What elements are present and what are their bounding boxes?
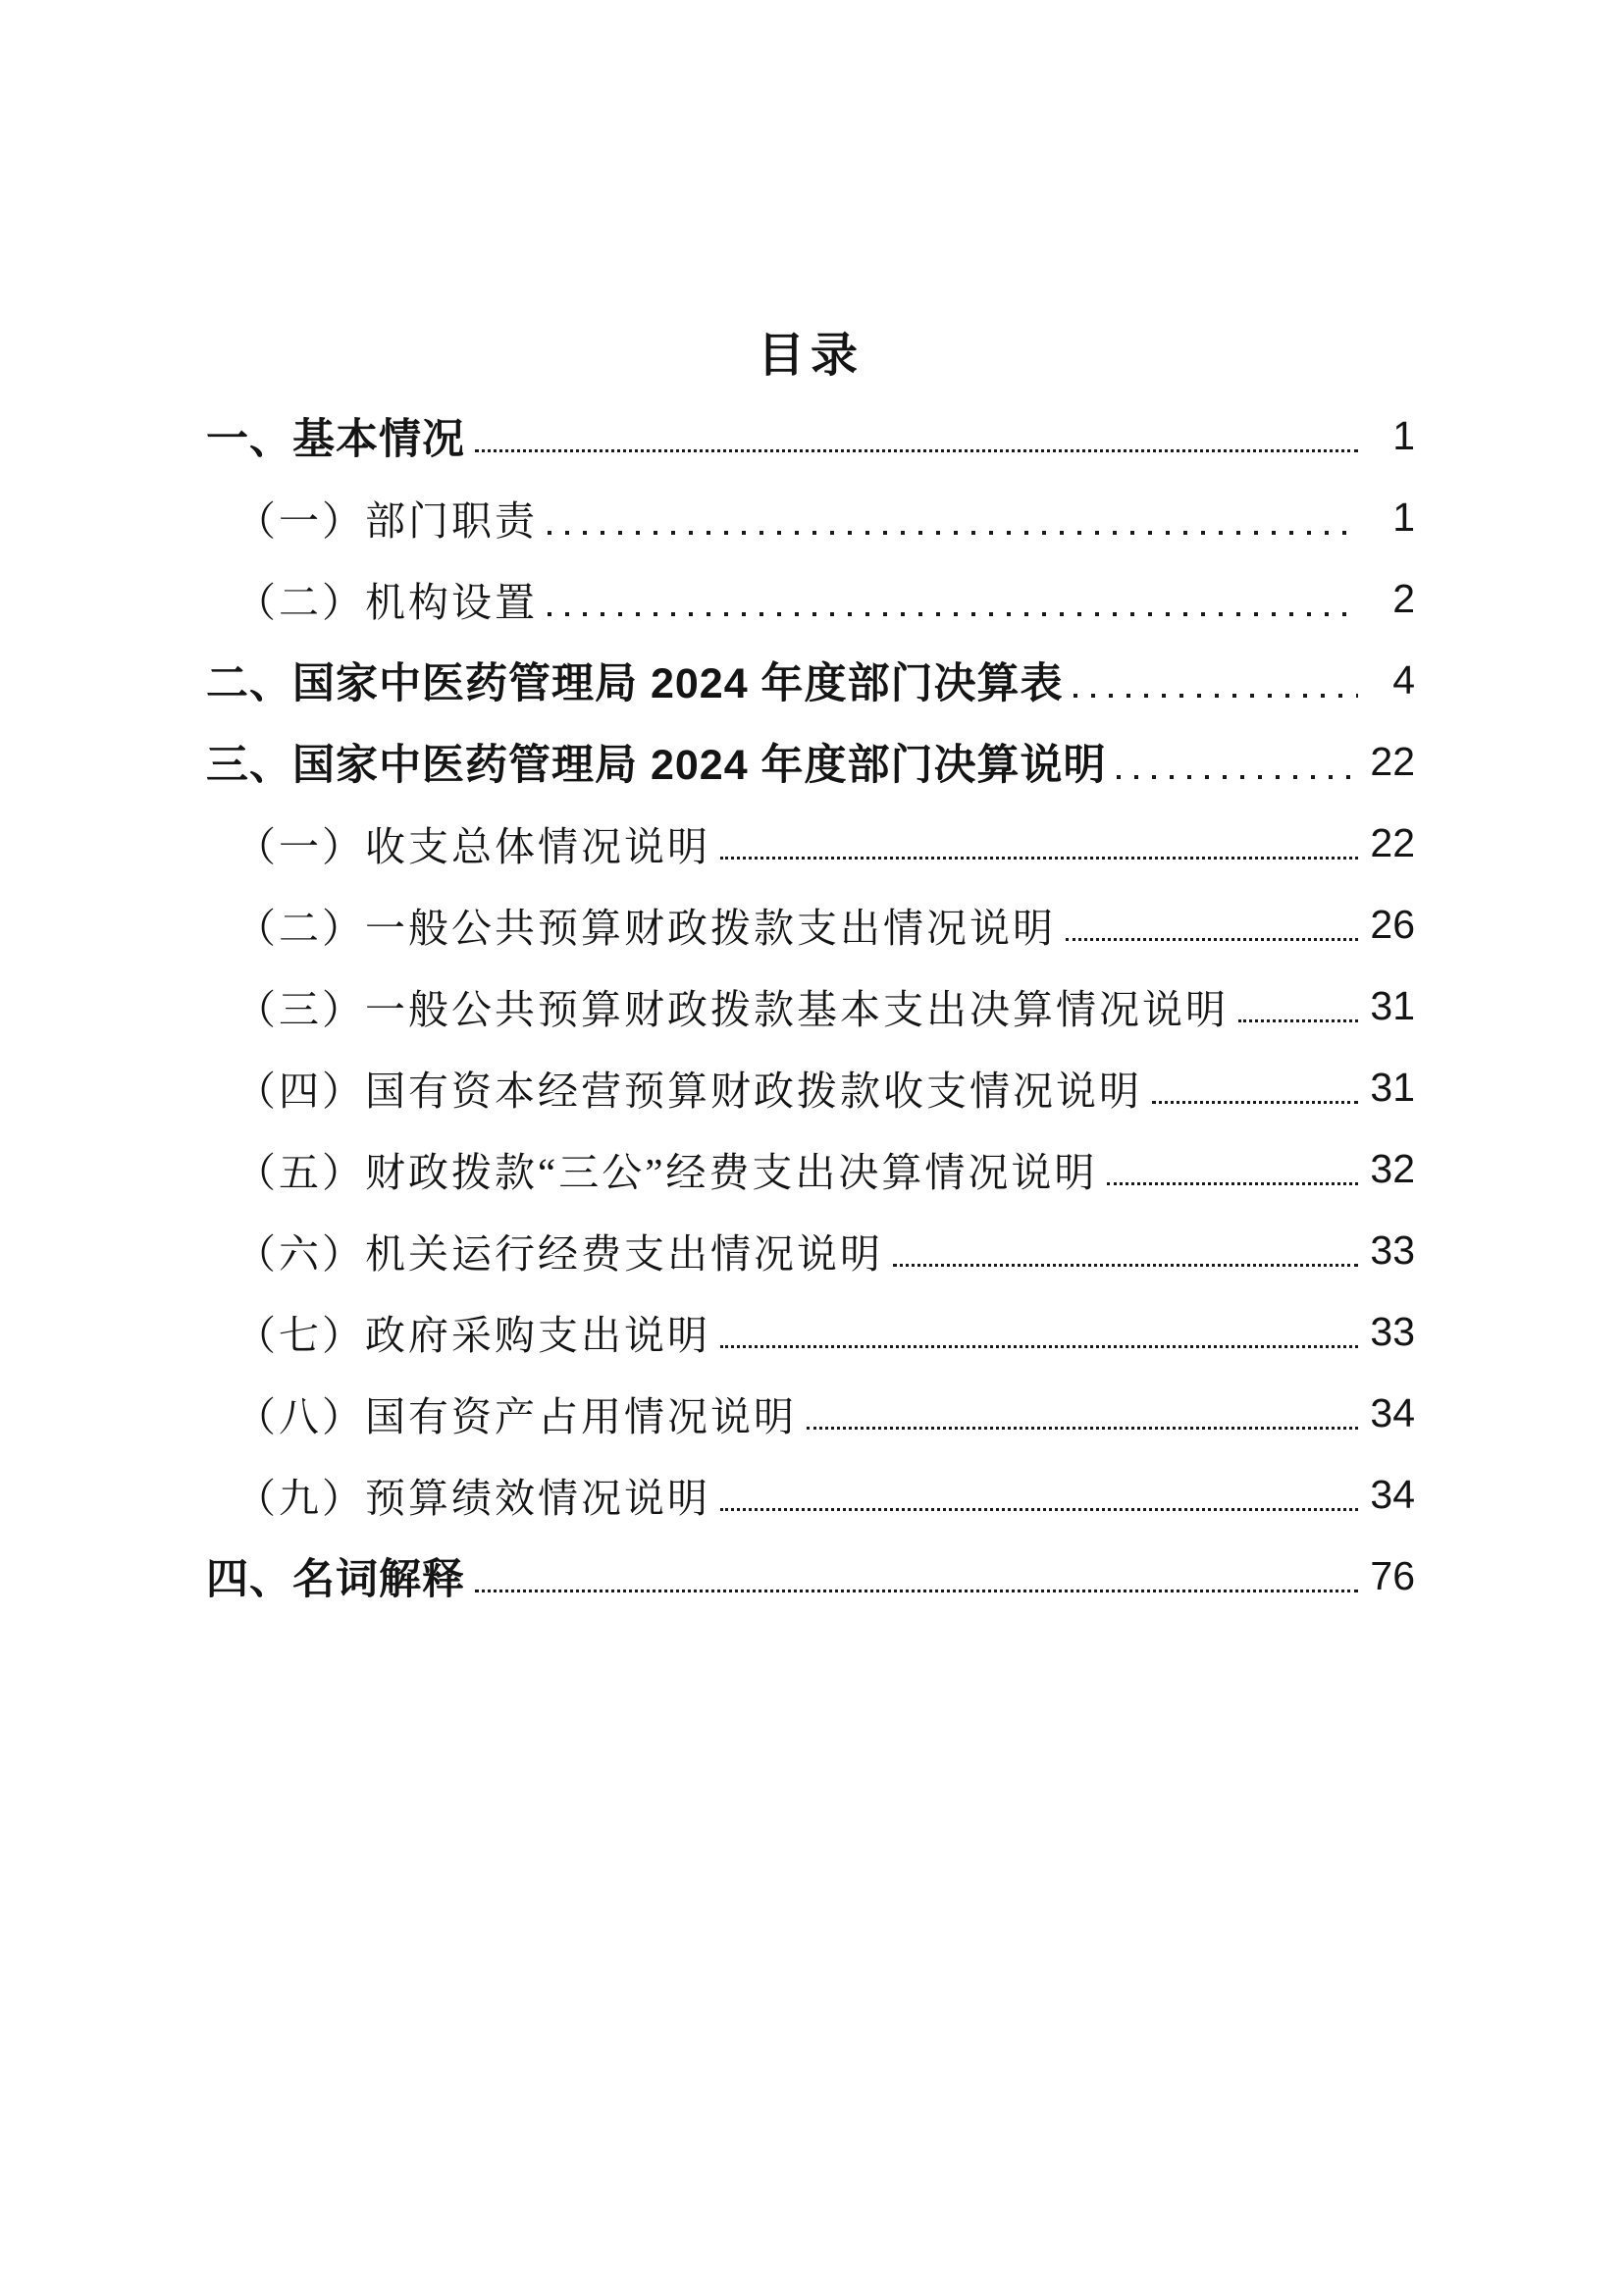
dot-leader [548, 531, 1358, 535]
dot-leader [807, 1427, 1358, 1430]
toc-entry [206, 395, 1415, 477]
toc-entry [206, 1128, 1415, 1210]
toc-entry-page: 2 [1392, 576, 1415, 621]
page-title: 目录 [757, 330, 864, 382]
toc-entry [206, 884, 1415, 965]
toc-entry [206, 1536, 1415, 1617]
toc-entry-page: 34 [1370, 1472, 1415, 1517]
toc-entry-page: 76 [1370, 1553, 1415, 1598]
toc-entry-page: 26 [1370, 902, 1415, 947]
toc-entry-page: 22 [1370, 739, 1415, 784]
toc-entry [206, 640, 1415, 721]
toc-entry-label: （八）国有资产占用情况说明 [236, 1394, 797, 1439]
toc-entry [206, 558, 1415, 640]
toc-entry [206, 1210, 1415, 1291]
dot-leader [1238, 1019, 1358, 1022]
toc-entry [206, 965, 1415, 1047]
toc-entry-label: （一）收支总体情况说明 [236, 824, 710, 869]
toc-entry-page: 31 [1370, 1065, 1415, 1110]
toc-entry-label: 三、国家中医药管理局 2024 年度部门决算说明 [206, 742, 1107, 789]
toc-entry-label: 二、国家中医药管理局 2024 年度部门决算表 [206, 660, 1064, 707]
toc-entry-label: （三）一般公共预算财政拨款基本支出决算情况说明 [236, 987, 1229, 1032]
toc-entry [206, 721, 1415, 803]
dot-leader [720, 1345, 1358, 1348]
dot-leader [475, 1590, 1358, 1592]
dot-leader [1066, 938, 1358, 941]
toc-entry-label: （五）财政拨款“三公”经费支出决算情况说明 [236, 1150, 1098, 1195]
dot-leader [720, 1508, 1358, 1511]
dot-leader [893, 1264, 1358, 1267]
toc-entry [206, 1373, 1415, 1454]
toc-entry-label: （一）部门职责 [236, 498, 538, 544]
toc-entry-label: （六）机关运行经费支出情况说明 [236, 1231, 883, 1277]
toc-entry-label: （九）预算绩效情况说明 [236, 1476, 710, 1521]
toc-entry-label: （二）一般公共预算财政拨款支出情况说明 [236, 906, 1056, 951]
toc-entry-label: 一、基本情况 [206, 416, 465, 463]
dot-leader [1074, 694, 1358, 698]
toc-entry-page: 33 [1370, 1309, 1415, 1354]
dot-leader [548, 612, 1358, 616]
toc-entry-page: 4 [1392, 657, 1415, 703]
toc-entry-page: 1 [1392, 495, 1415, 540]
toc-entry-label: （四）国有资本经营预算财政拨款收支情况说明 [236, 1069, 1142, 1114]
toc-entry [206, 803, 1415, 884]
toc-entry-page: 1 [1392, 413, 1415, 458]
dot-leader [475, 449, 1358, 452]
toc-entry-page: 32 [1370, 1146, 1415, 1191]
dot-leader [1152, 1101, 1358, 1104]
toc-entry-label: 四、名词解释 [206, 1556, 465, 1603]
toc-entry [206, 1291, 1415, 1373]
toc-entry [206, 477, 1415, 558]
toc-entry [206, 1047, 1415, 1128]
dot-leader [720, 857, 1358, 860]
toc-entry [206, 1454, 1415, 1536]
toc-entry-page: 34 [1370, 1390, 1415, 1435]
toc-entry-page: 31 [1370, 983, 1415, 1028]
toc-entry-label: （二）机构设置 [236, 580, 538, 625]
toc-entry-page: 33 [1370, 1227, 1415, 1273]
toc-entry-label: （七）政府采购支出说明 [236, 1313, 710, 1358]
toc-list [206, 395, 1415, 1617]
dot-leader [1107, 1182, 1358, 1185]
dot-leader [1117, 775, 1358, 779]
toc-entry-page: 22 [1370, 820, 1415, 865]
